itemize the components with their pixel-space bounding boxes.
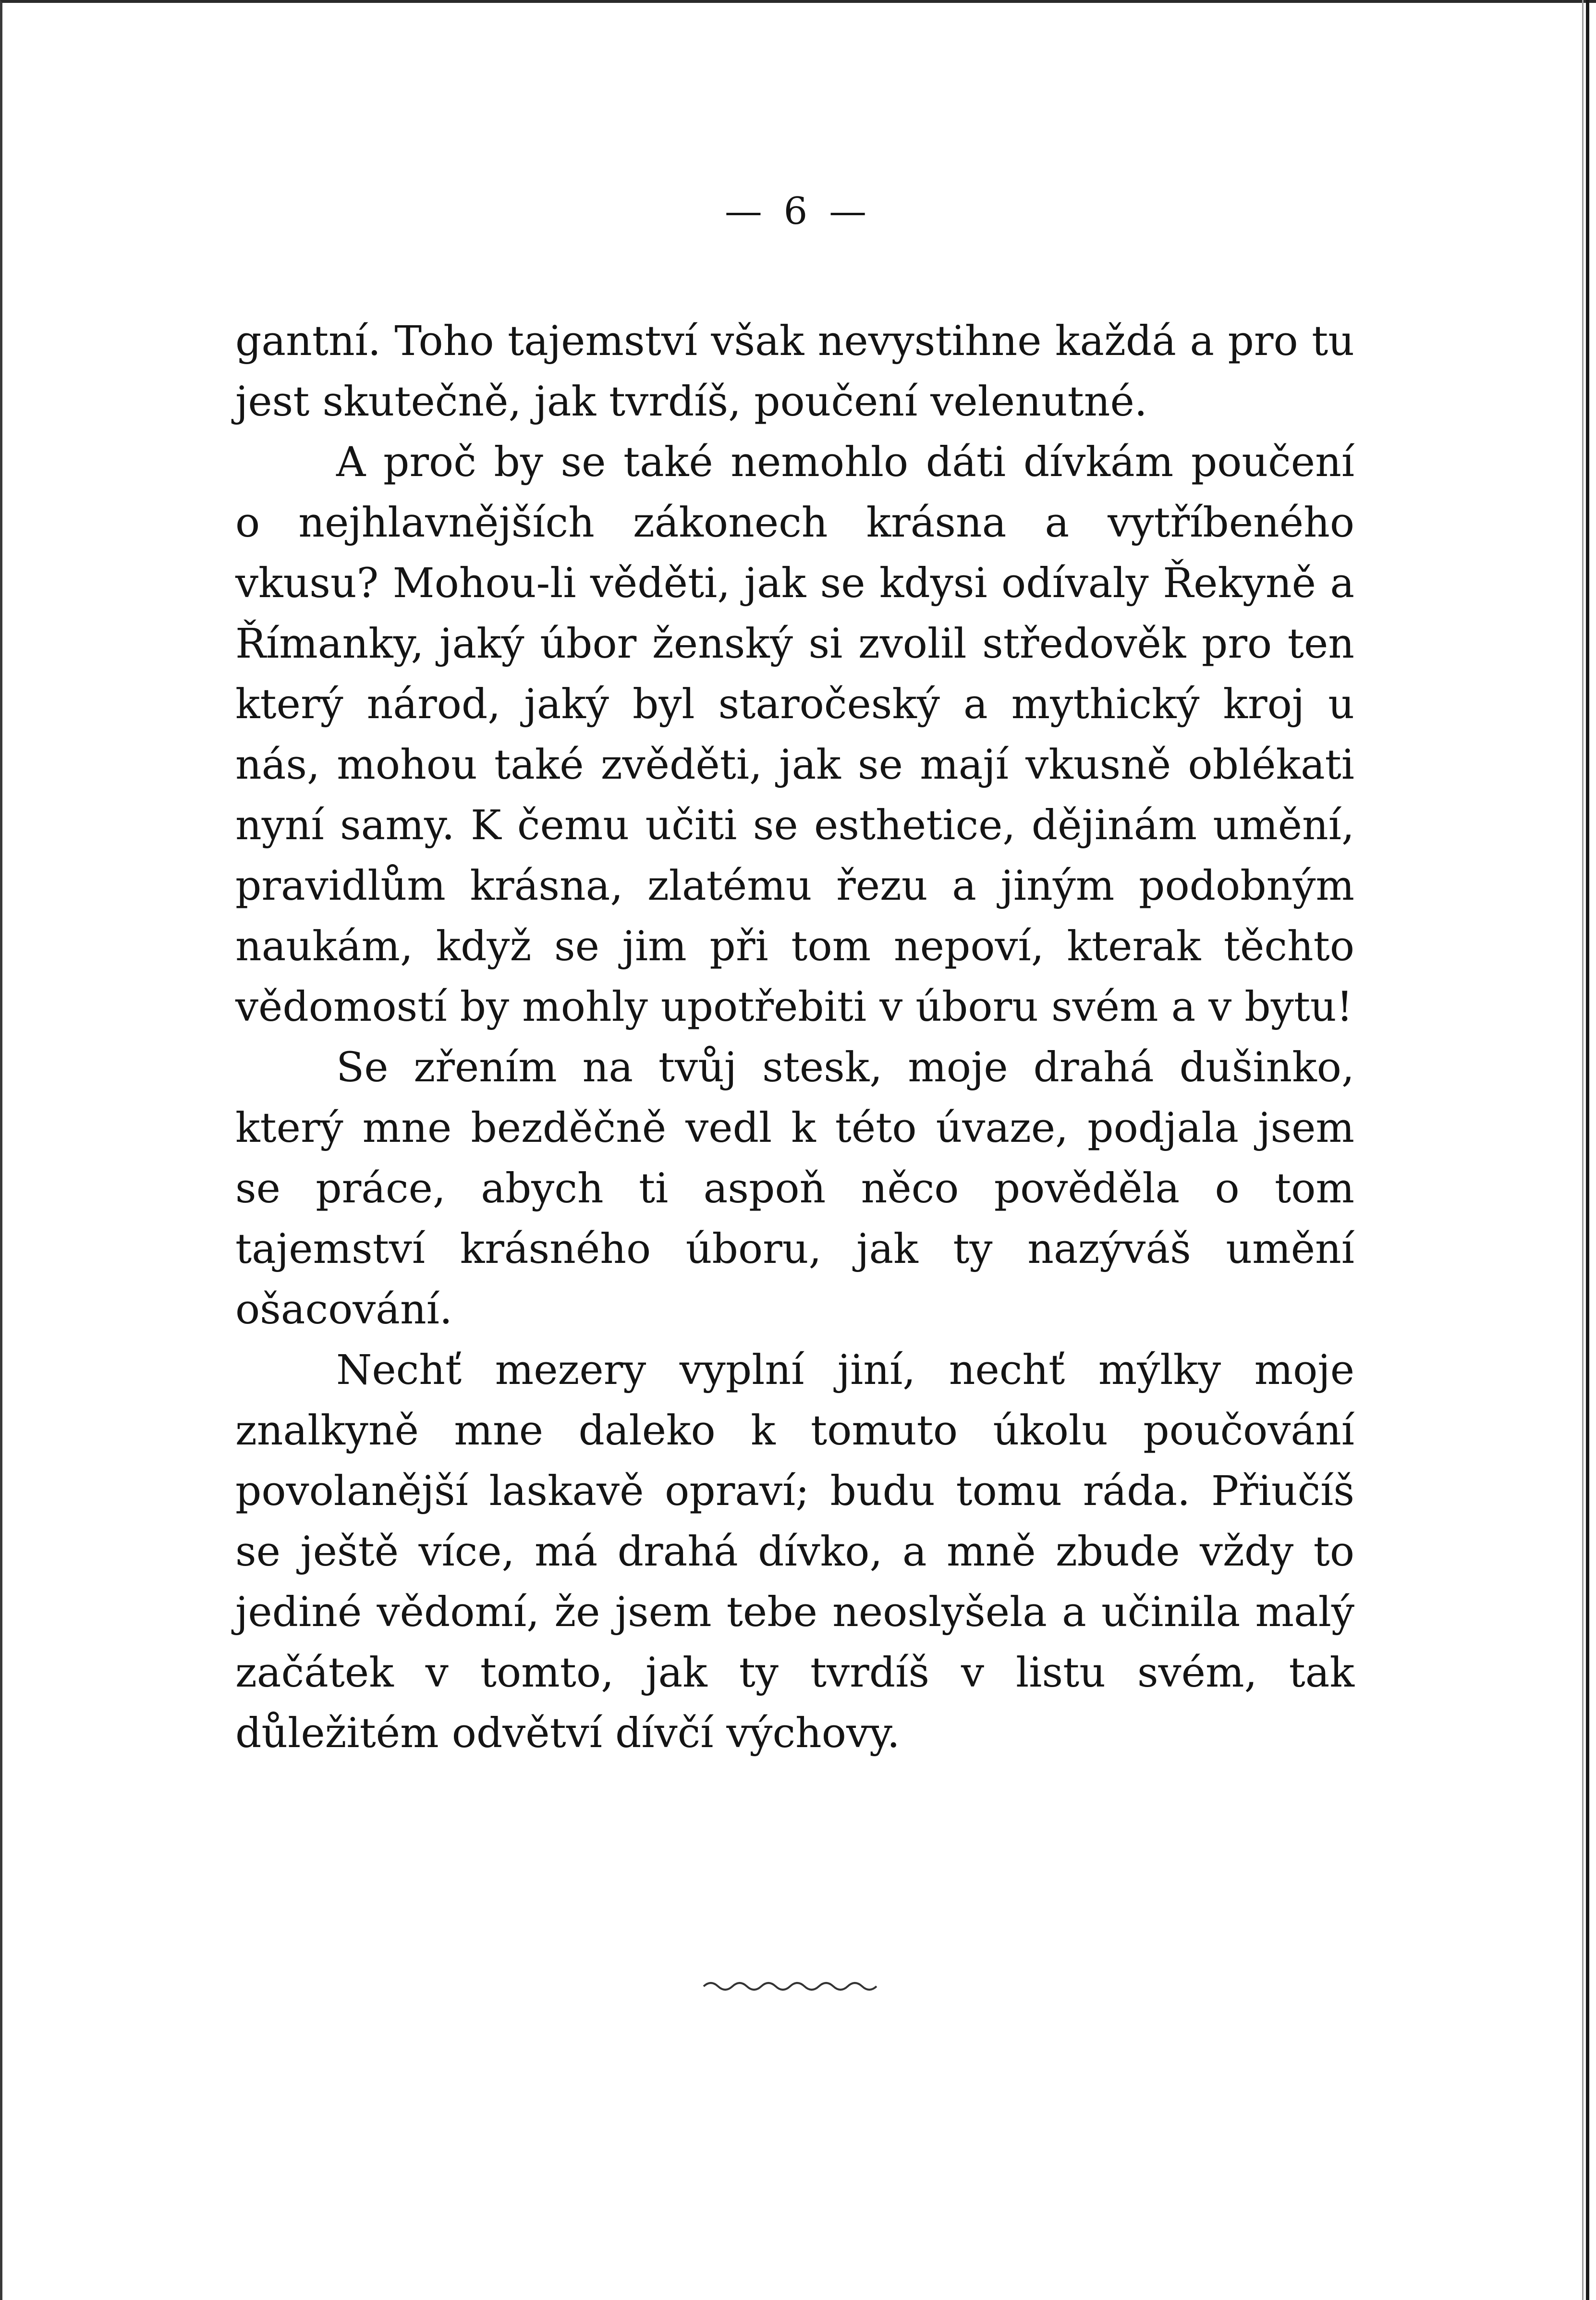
page-number: — 6 — bbox=[724, 190, 872, 233]
page-right-edge bbox=[1586, 0, 1589, 2300]
paragraph-1: gantní. Toho tajemství však nevystihne každá a pro tu jest skutečně, jak tvrdíš, poučení velenutné. bbox=[235, 318, 1354, 426]
page-right-edge-shadow bbox=[1582, 0, 1584, 2300]
paragraph-2: A proč by se také nemohlo dáti dívkám poučení o nejhlavnějších zákonech krásna a vytříbeného vkusu? Mohou-li věděti, jak se kdysi odívaly Řekyně a Římanky, jaký úbor ženský si zvolil středověk pro ten který národ, jaký byl staročeský a mythický kroj u nás, mohou také zvěděti, jak se mají vkusně oblékati nyní samy. K čemu učiti se esthetice, dějinám umění, pravidlům krásna, zlatému řezu a jiným podobným naukám, když se jim při tom nepoví, kterak těchto vědomostí by mohly upotřebiti v úboru svém a v bytu! bbox=[235, 439, 1354, 1031]
end-ornament-icon bbox=[699, 1977, 881, 1996]
paragraph-4: Nechť mezery vyplní jiní, nechť mýlky moje znalkyně mne daleko k tomuto úkolu poučování povolanější laskavě opraví; budu tomu ráda. Přiučíš se ještě více, má drahá dívko, a mně zbude vždy to jediné vědomí, že jsem tebe neoslyšela a učinila malý začátek v tomto, jak ty tvrdíš v listu svém, tak důležitém odvětví dívčí výchovy. bbox=[235, 1346, 1354, 1757]
body-text bbox=[235, 311, 1354, 1764]
paragraph-3: Se zřením na tvůj stesk, moje drahá dušinko, který mne bezděčně vedl k této úvaze, podjala jsem se práce, abych ti aspoň něco pověděla o tom tajemství krásného úboru, jak ty nazýváš umění ošacování. bbox=[235, 1044, 1354, 1334]
